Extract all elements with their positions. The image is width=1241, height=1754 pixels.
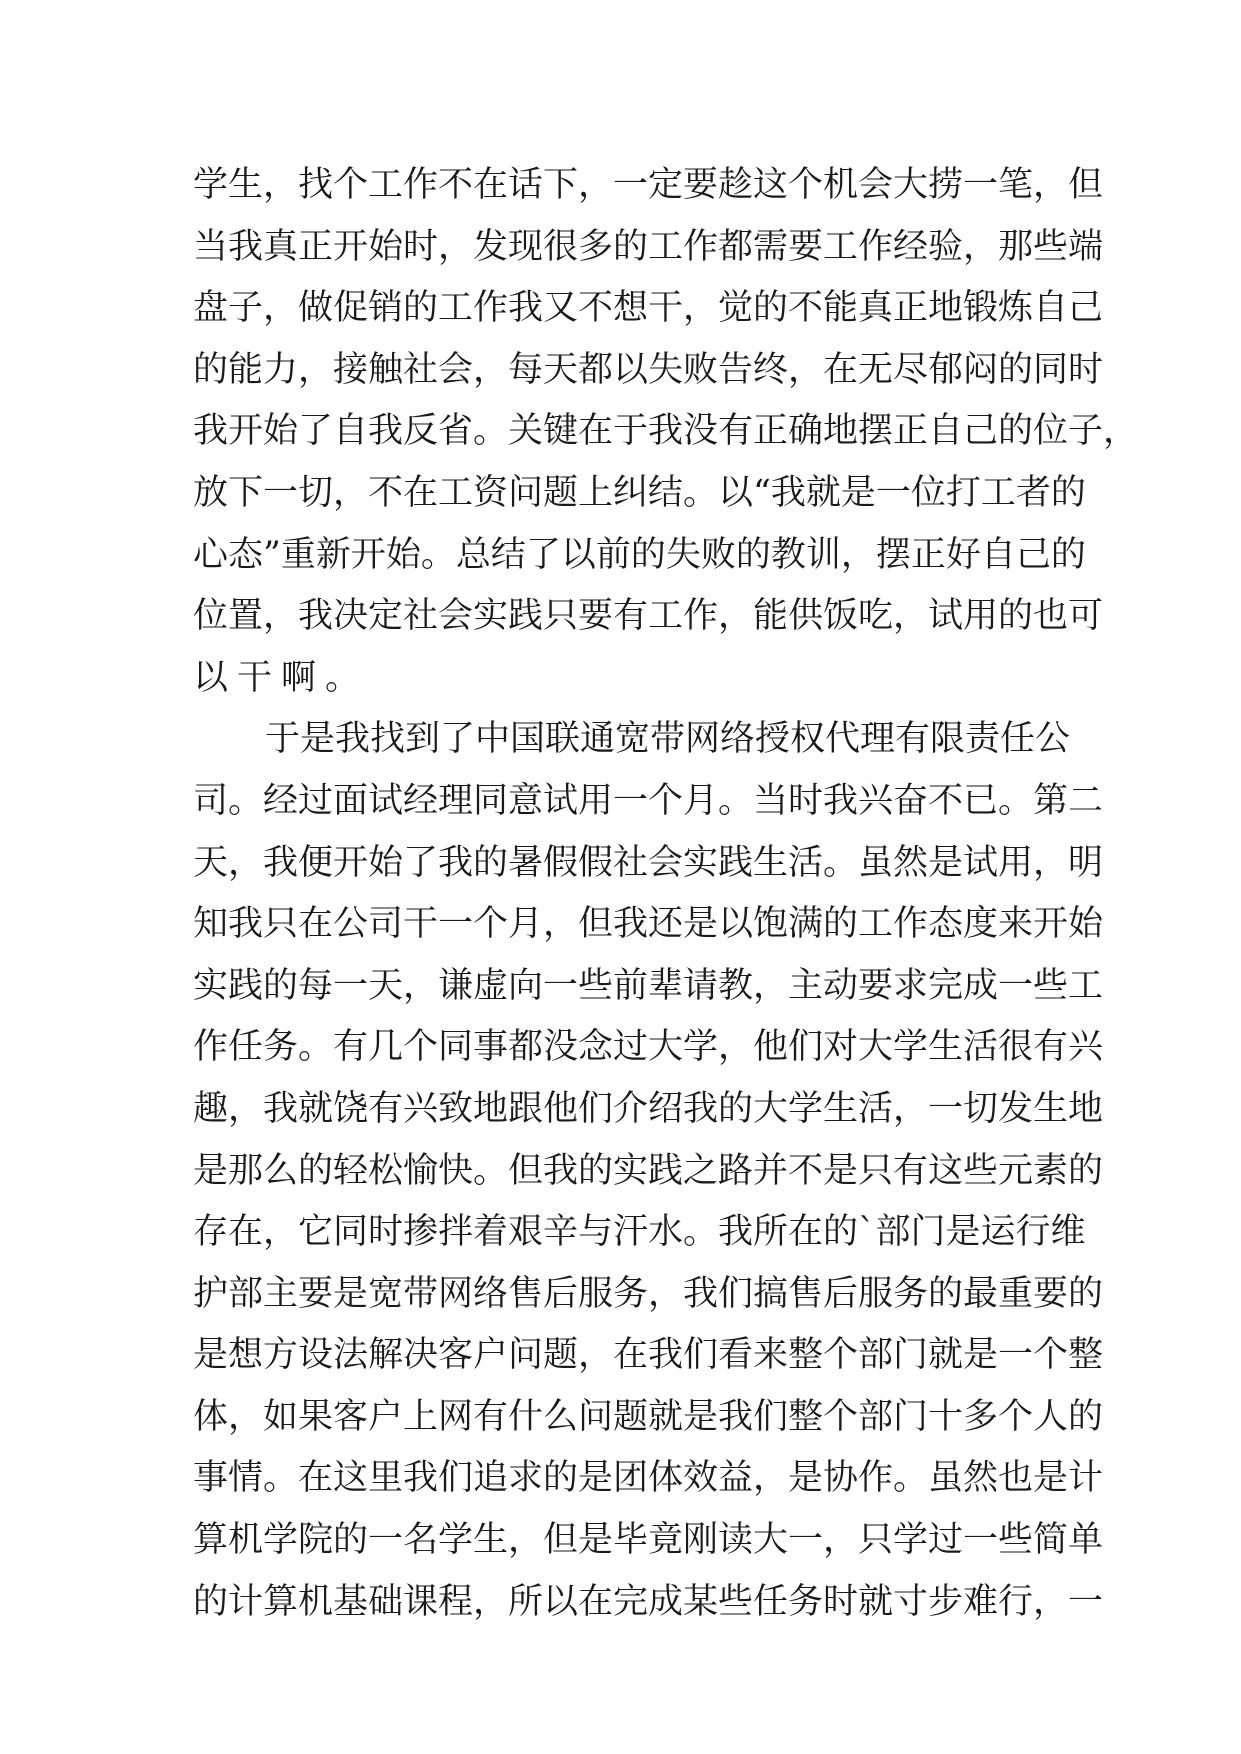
text-line: 存在，它同时掺拌着艰辛与汗水。我所在的`部门是运行维 (193, 1212, 1086, 1253)
text-line: 是想方设法解决客户问题，在我们看来整个部门就是一个整 (193, 1335, 1104, 1376)
text-line: 实践的每一天，谦虚向一些前辈请教，主动要求完成一些工 (193, 965, 1104, 1006)
text-line: 天，我便开始了我的暑假假社会实践生活。虽然是试用，明 (193, 842, 1104, 883)
body-text (193, 155, 1139, 1633)
text-line: 位置，我决定社会实践只要有工作，能供饭吃，试用的也可 (193, 596, 1104, 637)
text-line: 的计算机基础课程，所以在完成某些任务时就寸步难行，一 (193, 1581, 1104, 1622)
text-line: 司。经过面试经理同意试用一个月。当时我兴奋不已。第二 (193, 780, 1104, 821)
text-line: 我开始了自我反省。关键在于我没有正确地摆正自己的位子， (193, 411, 1139, 452)
text-line: 心态”重新开始。总结了以前的失败的教训，摆正好自己的 (193, 534, 1086, 575)
text-line: 趣，我就饶有兴致地跟他们介绍我的大学生活，一切发生地 (193, 1088, 1104, 1129)
text-line: 体，如果客户上网有什么问题就是我们整个部门十多个人的 (193, 1396, 1104, 1437)
text-line: 算机学院的一名学生，但是毕竟刚读大一，只学过一些简单 (193, 1520, 1104, 1561)
text-line: 护部主要是宽带网络售后服务，我们搞售后服务的最重要的 (193, 1273, 1104, 1314)
text-line: 放下一切，不在工资问题上纠结。以“我就是一位打工者的 (193, 472, 1086, 513)
text-line: 作任务。有几个同事都没念过大学，他们对大学生活很有兴 (193, 1027, 1104, 1068)
paragraph-1 (193, 155, 1139, 709)
text-line: 于是我找到了中国联通宽带网络授权代理有限责任公 (265, 719, 1071, 760)
text-line: 是那么的轻松愉快。但我的实践之路并不是只有这些元素的 (193, 1150, 1104, 1191)
text-line: 知我只在公司干一个月，但我还是以饱满的工作态度来开始 (193, 904, 1104, 945)
text-line: 当我真正开始时，发现很多的工作都需要工作经验，那些端 (193, 226, 1104, 267)
text-line: 的能力，接触社会，每天都以失败告终，在无尽郁闷的同时 (193, 349, 1104, 390)
text-line: 学生，找个工作不在话下，一定要趁这个机会大捞一笔，但 (193, 165, 1104, 205)
text-line: 事情。在这里我们追求的是团体效益，是协作。虽然也是计 (193, 1458, 1104, 1499)
text-line: 盘子，做促销的工作我又不想干，觉的不能真正地锻炼自己 (193, 288, 1104, 329)
text-line: 以干啊。 (193, 657, 370, 698)
paragraph-2 (193, 709, 1104, 1633)
